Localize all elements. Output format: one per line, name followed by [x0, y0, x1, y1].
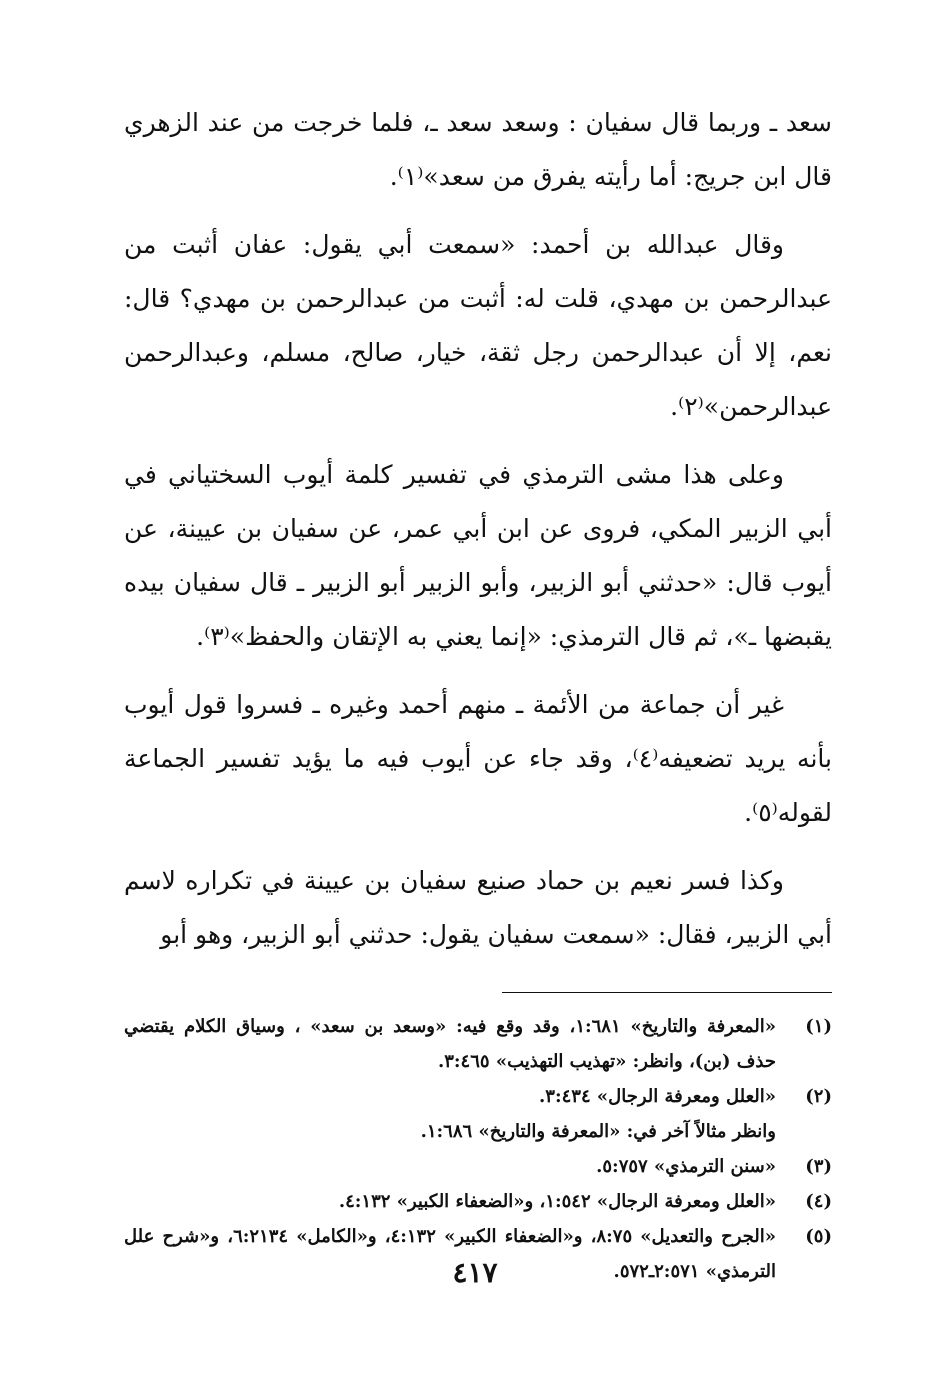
page-number: ٤١٧	[452, 1256, 498, 1289]
paragraph-2: وقال عبدالله بن أحمد: «سمعت أبي يقول: عفان أثبت من عبدالرحمن بن مهدي، قلت له: أثبت من عبدالرحمن بن مهدي؟ قال: نعم، إلا أن عبدالرحمن رجل ثقة، خيار، صالح، مسلم، وعبدالرحمن عبدالرحمن»⁽٢⁾.	[124, 230, 832, 421]
footnote-3	[124, 1149, 832, 1184]
footnote-text: «العلل ومعرفة الرجال» ٣:٤٣٤.	[539, 1086, 776, 1107]
footnote-2	[124, 1079, 832, 1149]
footnote-number: (٥)	[805, 1226, 832, 1247]
paragraph-1: سعد ـ وربما قال سفيان : وسعد سعد ـ، فلما خرجت من عند الزهري قال ابن جريج: أما رأيته يفرق من سعد»⁽١⁾.	[124, 108, 832, 191]
footnote-number: (٣)	[805, 1156, 832, 1177]
footnote-number: (١)	[805, 1016, 832, 1037]
paragraph-4: غير أن جماعة من الأئمة ـ منهم أحمد وغيره ـ فسروا قول أيوب بأنه يريد تضعيفه⁽٤⁾، وقد جاء عن أيوب فيه ما يؤيد تفسير الجماعة لقوله⁽٥⁾.	[124, 690, 832, 827]
main-text	[124, 96, 832, 962]
footnote-text: «سنن الترمذي» ٥:٧٥٧.	[596, 1156, 776, 1177]
footnote-number: (٢)	[805, 1086, 832, 1107]
paragraph-5: وكذا فسر نعيم بن حماد صنيع سفيان بن عيينة في تكراره لاسم أبي الزبير، فقال: «سمعت سفيان يقول: حدثني أبو الزبير، وهو أبو	[124, 866, 832, 949]
footnote-number: (٤)	[805, 1191, 832, 1212]
footnote-text: «الجرح والتعديل» ٨:٧٥، و«الضعفاء الكبير» ٤:١٣٢، و«الكامل» ٦:٢١٣٤، و«شرح علل الترمذي» ٢:٥٧١ـ٥٧٢.	[124, 1226, 777, 1282]
footnote-text: «المعرفة والتاريخ» ١:٦٨١، وقد وقع فيه: «وسعد بن سعد» ، وسياق الكلام يقتضي حذف (بن)، وانظر: «تهذيب التهذيب» ٣:٤٦٥.	[124, 1016, 776, 1072]
footnotes	[124, 1009, 832, 1289]
footnote-4	[124, 1184, 832, 1219]
footnote-1	[124, 1009, 832, 1079]
paragraph-3: وعلى هذا مشى الترمذي في تفسير كلمة أيوب السختياني في أبي الزبير المكي، فروى عن ابن أبي عمر، عن سفيان بن عيينة، عن أيوب قال: «حدثني أبو الزبير، وأبو الزبير أبو الزبير ـ قال سفيان بيده يقبضها ـ»، ثم قال الترمذي: «إنما يعني به الإتقان والحفظ»⁽٣⁾.	[124, 460, 832, 651]
footnote-text: وانظر مثالاً آخر في: «المعرفة والتاريخ» ١:٦٨٦.	[420, 1121, 776, 1142]
footnote-divider	[502, 992, 832, 993]
footnote-text: «العلل ومعرفة الرجال» ١:٥٤٢، و«الضعفاء الكبير» ٤:١٣٢.	[338, 1191, 776, 1212]
